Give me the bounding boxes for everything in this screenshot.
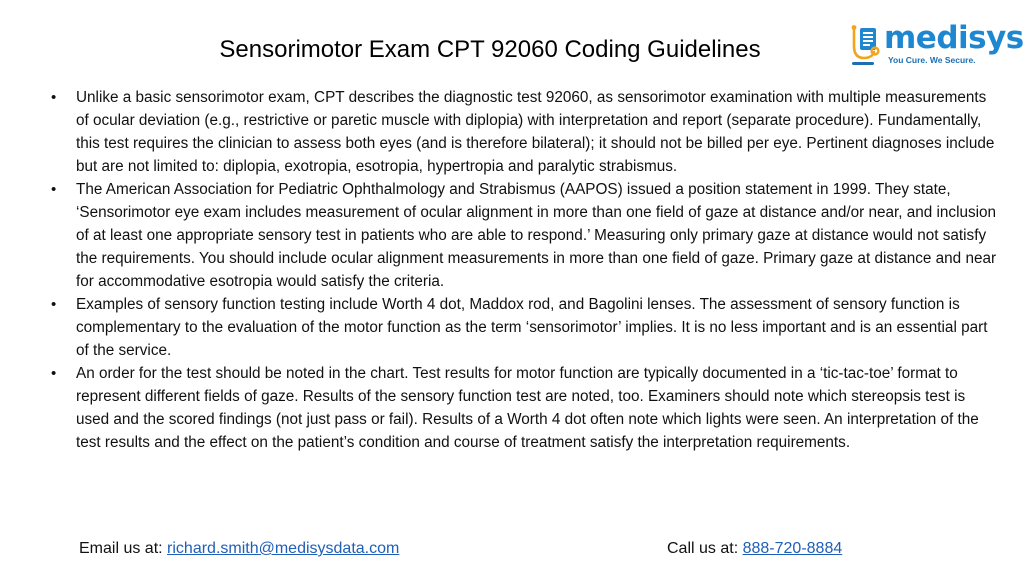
bullet-item [48, 293, 998, 362]
slide-title: Sensorimotor Exam CPT 92060 Coding Guidelines [219, 36, 761, 63]
phone-link[interactable]: 888-720-8884 [742, 540, 843, 557]
logo-tagline: You Cure. We Secure. [888, 55, 976, 65]
email-label: Email us at: [79, 540, 168, 557]
bullet-text: An order for the test should be noted in the chart. Test results for motor function are typically documented in a ‘tic-tac-toe’ format to represent different fields of gaze. Results of the sensory function test are noted, too. Examiners should note which stereopsis test is used and the scored findings (not just pass or fail). Results of a Worth 4 dot often note which lights were seen. An interpretation of the test results and the effect on the patient’s condition and course of treatment satisfy the interpretation requirements. [76, 365, 979, 451]
stethoscope-document-icon [848, 24, 884, 68]
bullet-dot-icon: • [51, 89, 57, 106]
footer-phone [667, 538, 842, 560]
bullet-dot-icon: • [51, 365, 57, 382]
bullet-dot-icon: • [51, 181, 57, 198]
logo-wordmark: medisys [884, 20, 1024, 56]
bullet-item [48, 362, 998, 454]
bullet-text: Examples of sensory function testing include Worth 4 dot, Maddox rod, and Bagolini lenses. The assessment of sensory function is complementary to the evaluation of the motor function as the term ‘sensorimotor’ implies. It is no less important and is an essential part of the service. [76, 296, 988, 359]
footer-email [79, 538, 399, 560]
medisys-logo [848, 20, 1024, 70]
phone-label: Call us at: [667, 540, 743, 557]
bullet-item [48, 86, 998, 178]
bullet-list [48, 86, 998, 454]
bullet-dot-icon: • [51, 296, 57, 313]
email-link[interactable]: richard.smith@medisysdata.com [167, 540, 400, 557]
bullet-item [48, 178, 998, 293]
bullet-text: Unlike a basic sensorimotor exam, CPT describes the diagnostic test 92060, as sensorimotor examination with multiple measurements of ocular deviation (e.g., restrictive or paretic muscle with diplopia) with interpretation and report (separate procedure). Fundamentally, this test requires the clinician to assess both eyes (and is therefore bilateral); it should not be billed per eye. Pertinent diagnoses include but are not limited to: diplopia, exotropia, esotropia, hypertropia and paralytic strabismus. [76, 89, 995, 175]
bullet-text: The American Association for Pediatric Ophthalmology and Strabismus (AAPOS) issued a position statement in 1999. They state, ‘Sensorimotor eye exam includes measurement of ocular alignment in more than one field of gaze at distance and/or near, and inclusion of at least one appropriate sensory test in patients who are able to respond.’ Measuring only primary gaze at distance would not satisfy the requirements. You should include ocular alignment measurements in more than one field of gaze. Primary gaze at distance and near for accommodative esotropia would satisfy the criteria. [76, 181, 997, 290]
